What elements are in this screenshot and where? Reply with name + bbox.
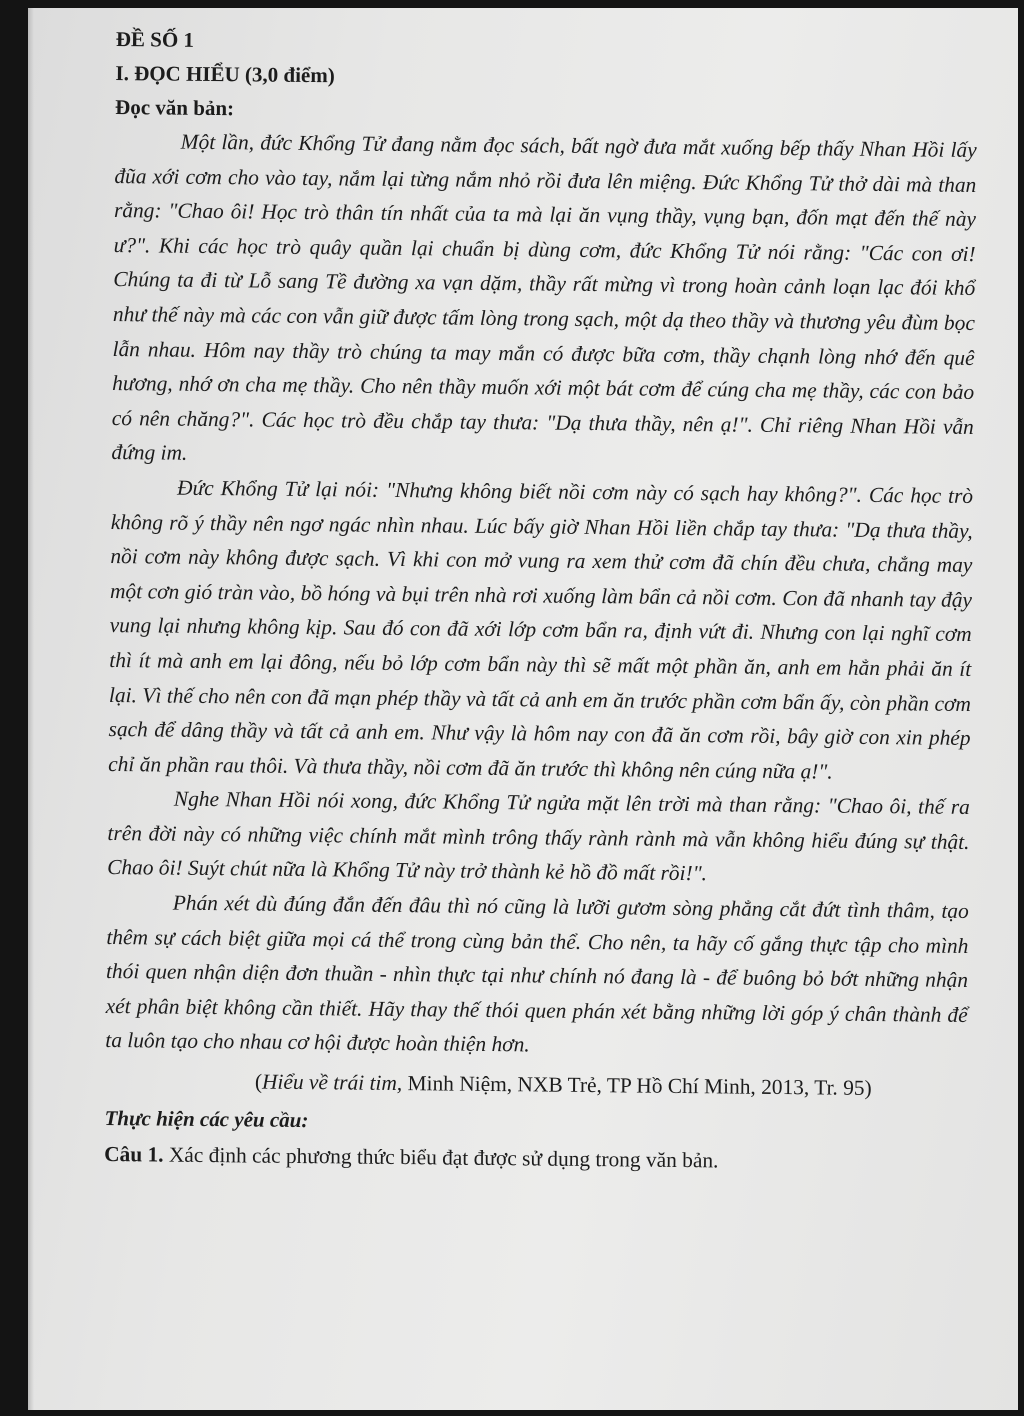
source-citation xyxy=(105,1062,967,1107)
read-label: Đọc văn bản: xyxy=(114,94,235,121)
story-paragraph-2: Đức Khổng Tử lại nói: "Nhưng không biết nồi cơm này có sạch hay không?". Các học trò không rõ ý thầy nên ngơ ngác nhìn nhau. Lúc bấy giờ Nhan Hồi liền chắp tay thưa: "Dạ thưa thầy, nồi cơm này không được sạch. Vì khi con mở vung ra xem thử cơm đã chín đều chưa, chẳng may một cơn gió tràn vào, bồ hóng và bụi trên nhà rơi xuống làm bẩn cả nồi cơm. Con đã nhanh tay đậy vung lại nhưng không kịp. Sau đó con đã xới lớp cơm bẩn ra, định vứt đi. Nhưng con lại nghĩ cơm thì ít mà anh em lại đông, nếu bỏ lớp cơm bẩn này thì sẽ mất một phần ăn, anh em hẳn phải ăn ít lại. Vì thế cho nên con đã mạn phép thầy và tất cả anh em ăn trước phần cơm bẩn ấy, còn phần cơm sạch để dâng thầy và tất cả anh em. Như vậy là hôm nay con đã ăn cơm rồi, bây giờ con xin phép chỉ ăn phần rau thôi. Và thưa thầy, nồi cơm đã ăn trước thì không nên cúng nữa ạ!". xyxy=(108,475,974,784)
section-title: I. ĐỌC HIỂU (3,0 điểm) xyxy=(115,60,335,88)
reflection-paragraph: Phán xét dù đúng đắn đến đâu thì nó cũng là lưỡi gươm sòng phẳng cắt đứt tình thâm, tạo thêm sự cách biệt giữa mọi cá thể trong cùng bản thể. Cho nên, ta hãy cố gắng thực tập cho mình thói quen nhận diện đơn thuần - nhìn thực tại như chính nó đang là - để buông bỏ bớt những nhận xét phân biệt không cần thiết. Hãy thay thế thói quen phán xét bằng những lời góp ý chân thành để ta luôn tạo cho nhau cơ hội được hoàn thiện hơn. xyxy=(105,890,969,1057)
task-label: Thực hiện các yêu cầu: xyxy=(104,1105,309,1133)
story-paragraph-1: Một lần, đức Khổng Tử đang nằm đọc sách, bất ngờ đưa mắt xuống bếp thấy Nhan Hồi lấy đũa xới cơm cho vào tay, nắm lại từng nắm nhỏ rồi đưa lên miệng. Đức Khổng Tử thở dài mà than rằng: "Chao ôi! Học trò thân tín nhất của ta mà lại ăn vụng thầy, vụng bạn, đốn mạt đến thế này ư?". Khi các học trò quây quần lại chuẩn bị dùng cơm, đức Khổng Tử nói rằng: "Các con ơi! Chúng ta đi từ Lỗ sang Tề đường xa vạn dặm, thầy rất mừng vì trong hoàn cảnh loạn lạc đói khổ như thế này mà các con vẫn giữ được tấm lòng trong sạch, một dạ theo thầy và thương yêu đùm bọc lẫn nhau. Hôm nay thầy trò chúng ta may mắn có được bữa cơm, thầy chạnh lòng nhớ đến quê hương, nhớ ơn cha mẹ thầy. Cho nên thầy muốn xới một bát cơm để cúng cha mẹ thầy, các con bảo có nên chăng?". Các học trò đều chắp tay thưa: "Dạ thưa thầy, nên ạ!". Chỉ riêng Nhan Hồi vẫn đứng im. xyxy=(111,129,977,466)
citation-details: Minh Niệm, NXB Trẻ, TP Hồ Chí Minh, 2013, Tr. 95) xyxy=(402,1071,872,1101)
citation-book-title: Hiểu về trái tim, xyxy=(261,1069,403,1096)
citation-open: ( xyxy=(254,1069,263,1094)
story-paragraph-3: Nghe Nhan Hồi nói xong, đức Khổng Tử ngửa mặt lên trời mà than rằng: "Chao ôi, thế ra trên đời này có những việc chính mắt mình trông thấy rành rành mà vẫn không hiểu đúng sự thật. Chao ôi! Suýt chút nữa là Khổng Tử này trở thành kẻ hồ đồ mất rồi!". xyxy=(107,786,970,886)
photo-frame xyxy=(28,8,1018,1410)
question-1-text: Xác định các phương thức biểu đạt được sử dụng trong văn bản. xyxy=(163,1142,719,1173)
question-1-label: Câu 1. xyxy=(104,1141,164,1167)
paper-shadow-edge xyxy=(28,8,34,1410)
exam-title: ĐỀ SỐ 1 xyxy=(115,26,195,52)
question-1 xyxy=(104,1136,966,1181)
exam-page xyxy=(104,22,978,1181)
